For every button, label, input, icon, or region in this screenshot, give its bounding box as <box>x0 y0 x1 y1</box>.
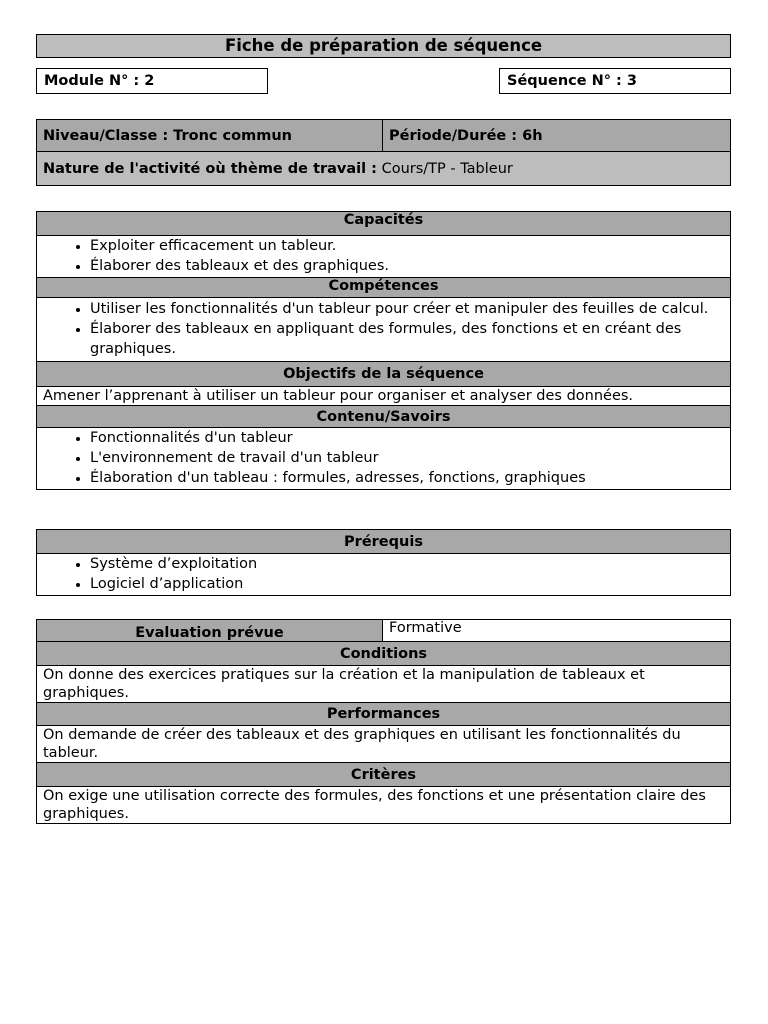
performances-header: Performances <box>37 703 731 726</box>
page-title: Fiche de préparation de séquence <box>36 34 731 58</box>
level-cell: Niveau/Classe : Tronc commun <box>37 120 383 152</box>
list-item: • Exploiter efficacement un tableur. <box>90 236 724 256</box>
contenu-list <box>43 428 724 488</box>
list-item: • Utiliser les fonctionnalités d'un tableur pour créer et manipuler des feuilles de calcul. <box>90 299 724 319</box>
list-item: • Fonctionnalités d'un tableur <box>90 428 724 448</box>
list-item: • Logiciel d’application <box>90 574 724 594</box>
evaluation-value: Formative <box>383 620 731 642</box>
sequence-number: Séquence N° : 3 <box>499 68 731 94</box>
objectifs-header: Objectifs de la séquence <box>37 362 731 387</box>
prerequis-cell <box>37 554 731 596</box>
criteres-header: Critères <box>37 763 731 787</box>
objectifs-text: Amener l’apprenant à utiliser un tableur pour organiser et analyser des données. <box>37 387 731 406</box>
list-item: • Élaborer des tableaux en appliquant des formules, des fonctions et en créant des graphiques. <box>90 319 724 359</box>
module-number: Module N° : 2 <box>36 68 268 94</box>
list-item: • L'environnement de travail d'un tableur <box>90 448 724 468</box>
skills-table <box>36 211 731 490</box>
conditions-text: On donne des exercices pratiques sur la création et la manipulation de tableaux et graphiques. <box>37 666 731 703</box>
competences-cell <box>37 298 731 362</box>
level-table <box>36 119 731 186</box>
capacites-cell <box>37 236 731 278</box>
prerequis-header: Prérequis <box>37 530 731 554</box>
prerequis-table <box>36 529 731 596</box>
conditions-header: Conditions <box>37 642 731 666</box>
list-item: • Système d’exploitation <box>90 554 724 574</box>
evaluation-label: Evaluation prévue <box>37 620 383 642</box>
capacites-list <box>43 236 724 276</box>
list-item: • Élaborer des tableaux et des graphiques. <box>90 256 724 276</box>
nature-value: Cours/TP - Tableur <box>376 160 513 177</box>
period-cell: Période/Durée : 6h <box>383 120 731 152</box>
capacites-header: Capacités <box>37 212 731 236</box>
prerequis-list <box>43 554 724 594</box>
performances-text: On demande de créer des tableaux et des graphiques en utilisant les fonctionnalités du tableur. <box>37 726 731 763</box>
nature-label: Nature de l'activité où thème de travail : <box>43 160 377 177</box>
criteres-text: On exige une utilisation correcte des formules, des fonctions et une présentation claire des graphiques. <box>37 787 731 824</box>
competences-list <box>43 299 724 359</box>
evaluation-table <box>36 619 731 824</box>
competences-header: Compétences <box>37 278 731 298</box>
nature-cell <box>37 152 731 186</box>
list-item: • Élaboration d'un tableau : formules, adresses, fonctions, graphiques <box>90 468 724 488</box>
contenu-header: Contenu/Savoirs <box>37 406 731 428</box>
contenu-cell <box>37 428 731 490</box>
